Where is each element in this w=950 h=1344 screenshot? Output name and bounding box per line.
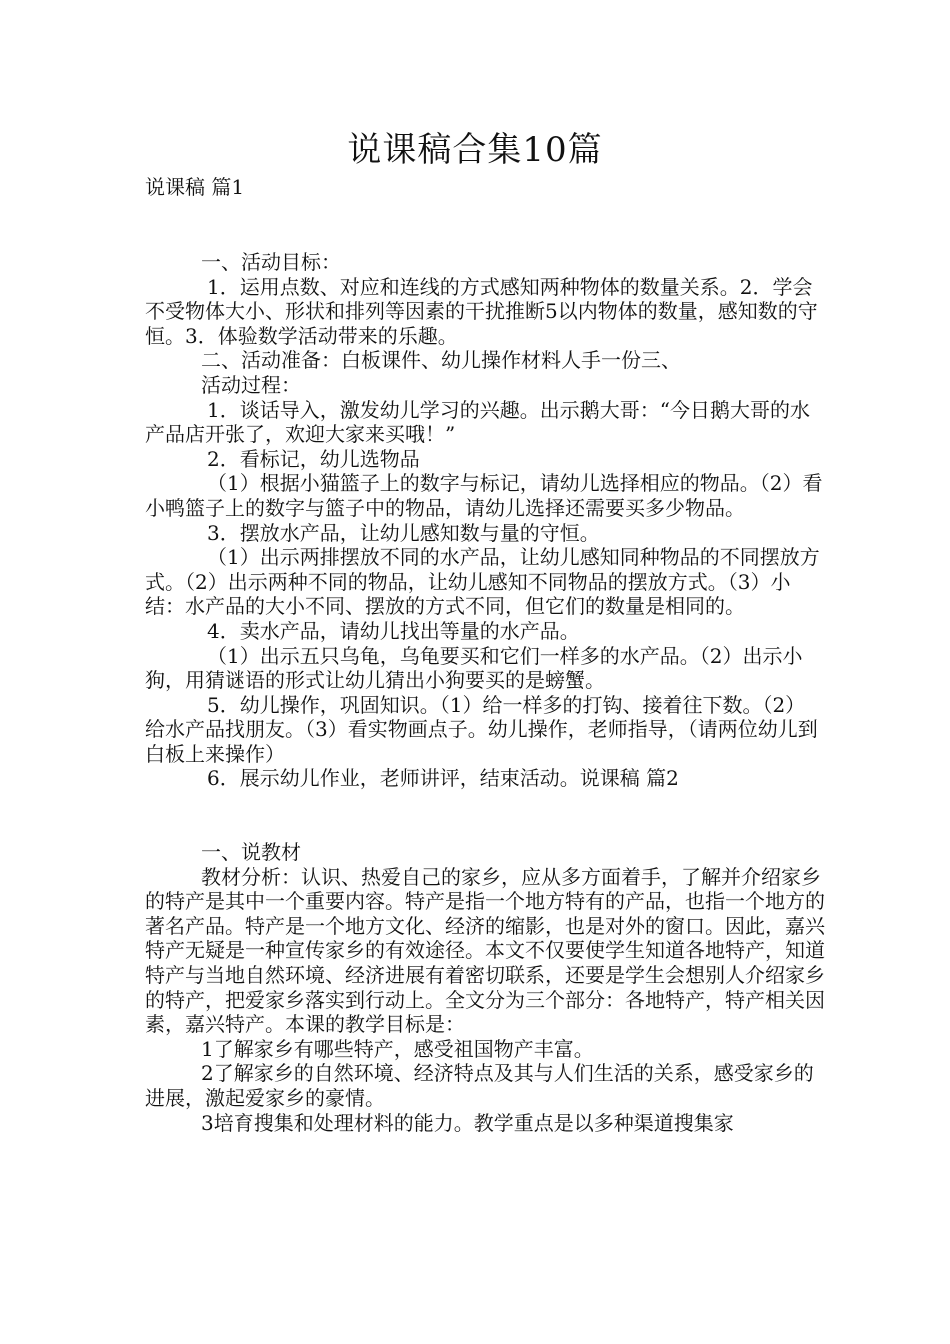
paragraph: 2．看标记，幼儿选物品: [207, 446, 420, 471]
paragraph: 3培育搜集和处理材料的能力。教学重点是以多种渠道搜集家: [201, 1110, 734, 1135]
paragraph: （1）出示五只乌龟，乌龟要买和它们一样多的水产品。（2）出示小狗，用猜谜语的形式让幼儿猜出小狗要买的是螃蟹。: [145, 643, 803, 693]
heading-activity-goals: 一、活动目标：: [201, 250, 341, 274]
paragraph: 1．谈话导入，激发幼儿学习的兴趣。出示鹅大哥：“今日鹅大哥的水产品店开张了，欢迎大家来买哦！”: [145, 397, 810, 447]
section-heading: 说课稿 篇1: [145, 175, 245, 199]
paragraph: 2了解家乡的自然环境、经济特点及其与人们生活的关系，感受家乡的进展，激起爱家乡的豪情。: [145, 1061, 814, 1110]
paragraph: 6．展示幼儿作业，老师讲评，结束活动。说课稿 篇2: [207, 766, 679, 791]
heading-activity-preparation: 二、活动准备：白板课件、幼儿操作材料人手一份三、: [201, 348, 681, 373]
paragraph: 3．摆放水产品，让幼儿感知数与量的守恒。: [207, 520, 600, 545]
heading-activity-process: 活动过程：: [201, 372, 301, 397]
paragraph: 4．卖水产品，请幼儿找出等量的水产品。: [207, 618, 580, 643]
paragraph: 教材分析：认识、热爱自己的家乡，应从多方面着手，了解并介绍家乡的特产是其中一个重要内容。特产是指一个地方特有的产品，也指一个地方的著名产品。特产是一个地方文化、经济的缩影，也是对外的窗口。因此，嘉兴特产无疑是一种宣传家乡的有效途径。本文不仅要使学生知道各地特产，知道特产与当地自然环境、经济进展有着密切联系，还要是学生会想别人介绍家乡的特产，把爱家乡落实到行动上。全文分为三个部分：各地特产，特产相关因素，嘉兴特产。本课的教学目标是：: [145, 864, 825, 1037]
paragraph: （1）出示两排摆放不同的水产品，让幼儿感知同种物品的不同摆放方式。（2）出示两种不同的物品，让幼儿感知不同物品的摆放方式。（3）小结：水产品的大小不同、摆放的方式不同，但它们的数量是相同的。: [145, 545, 820, 619]
paragraph: （1）根据小猫篮子上的数字与标记，请幼儿选择相应的物品。（2）看小鸭篮子上的数字与篮子中的物品，请幼儿选择还需要买多少物品。: [145, 471, 823, 520]
heading-textbook: 一、说教材: [201, 840, 301, 865]
paragraph: 1．运用点数、对应和连线的方式感知两种物体的数量关系。2．学会不受物体大小、形状和排列等因素的干扰推断5以内物体的数量，感知数的守恒。3．体验数学活动带来的乐趣。: [145, 274, 818, 348]
paragraph: 5．幼儿操作，巩固知识。（1）给一样多的打钩、接着往下数。（2）给水产品找朋友。（3）看实物画点子。幼儿操作，老师指导，（请两位幼儿到白板上来操作）: [145, 692, 818, 766]
document-body: [145, 250, 825, 1135]
spacer: [145, 791, 825, 840]
document-title: 说课稿合集10篇: [347, 130, 603, 170]
paragraph: 1了解家乡有哪些特产，感受祖国物产丰富。: [201, 1036, 594, 1061]
